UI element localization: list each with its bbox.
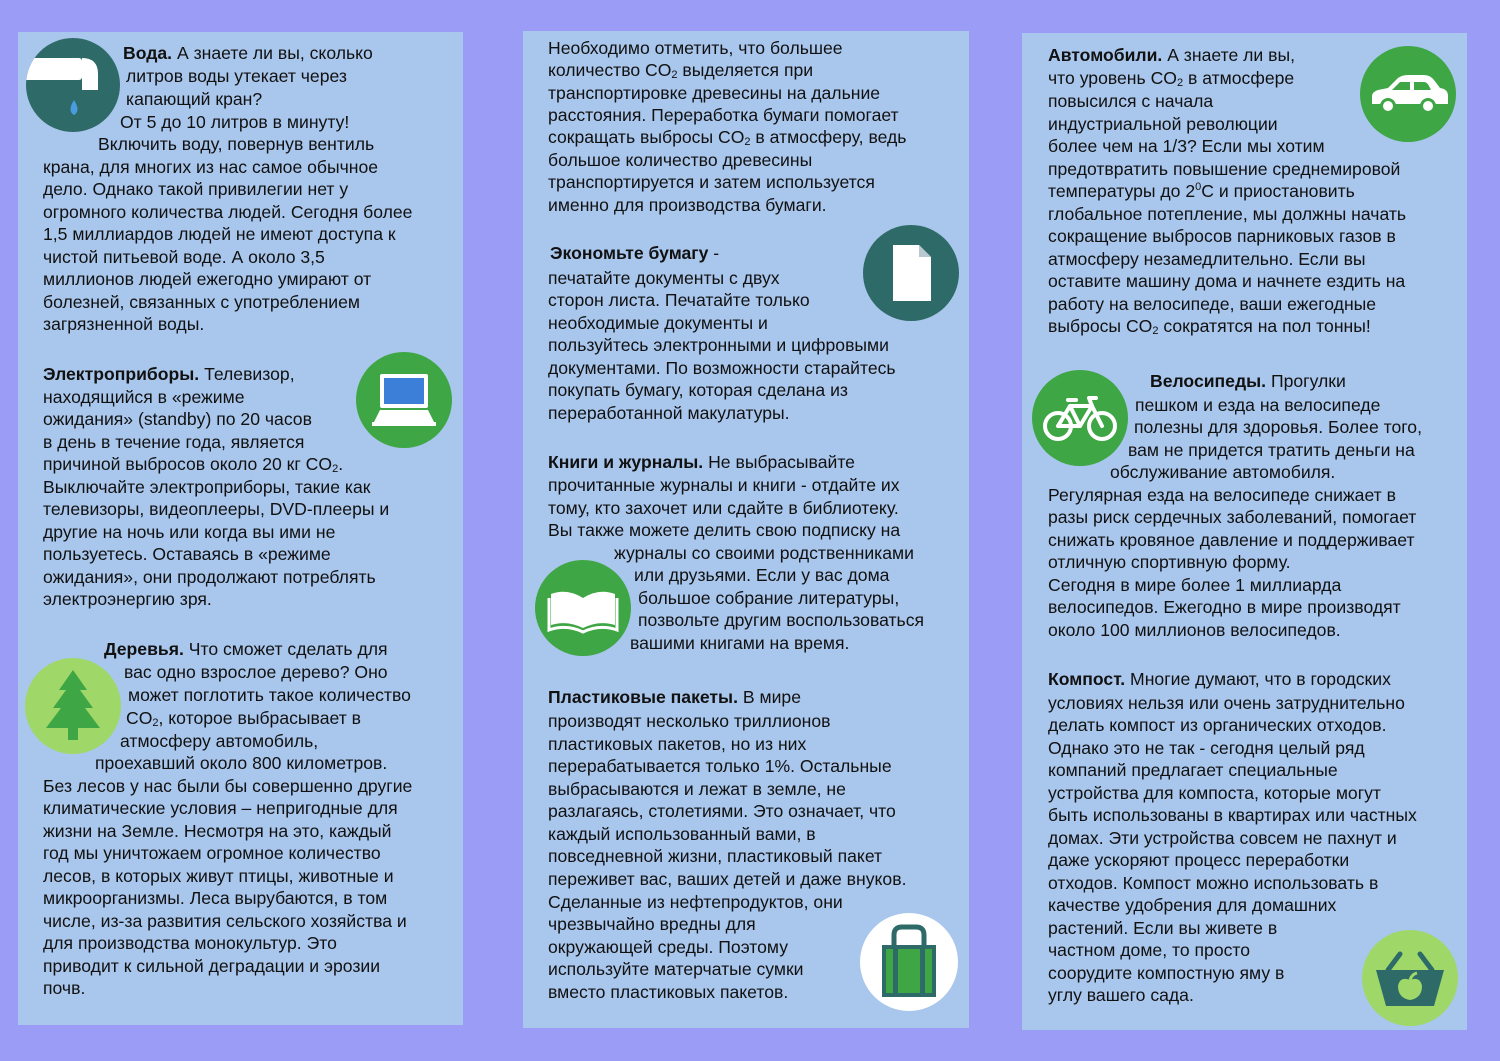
cars-co2-line xyxy=(1048,315,1371,338)
co2-text: выбросы CO xyxy=(1048,316,1153,336)
electronics-line: пользуетесь. Оставаясь в «режиме xyxy=(43,544,331,564)
cars-co2-line xyxy=(1048,67,1294,90)
trees-line: климатические условия – непригодные для xyxy=(43,798,398,818)
compost-title: Компост. xyxy=(1048,669,1126,689)
plastic-line: выбрасываются и лежат в земле, не xyxy=(548,779,846,799)
paper-line: необходимые документы и xyxy=(548,313,768,333)
trees-line: Без лесов у нас были бы совершенно другие xyxy=(43,776,413,796)
plastic-line: вместо пластиковых пакетов. xyxy=(548,982,789,1002)
water-line: литров воды утекает через xyxy=(126,66,347,86)
trees-lead: Что сможет сделать для xyxy=(188,639,388,659)
plastic-title: Пластиковые пакеты. xyxy=(548,687,738,707)
water-line: 1,5 миллиардов людей не имеют доступа к xyxy=(43,224,396,244)
paper-line: пользуйтесь электронными и цифровыми xyxy=(548,335,889,355)
bikes-lead: Прогулки xyxy=(1270,371,1346,391)
cars-line: более чем на 1/3? Если мы хотим xyxy=(1048,136,1325,156)
trees-line: лесов, в которых живут птицы, животные и xyxy=(43,866,394,886)
compost-line: устройства для компоста, которые могут xyxy=(1048,783,1381,803)
paper-title: Экономьте бумагу xyxy=(550,243,709,263)
cars-line: оставите машину дома и начнете ездить на xyxy=(1048,271,1406,291)
electronics-line: телевизоры, видеоплееры, DVD-плееры и xyxy=(43,499,390,519)
basket-icon xyxy=(1362,930,1458,1026)
compost-line: делать компост из органических отходов. xyxy=(1048,715,1387,735)
water-lead: А знаете ли вы, сколько xyxy=(176,43,373,63)
water-line: От 5 до 10 литров в минуту! xyxy=(120,112,350,132)
water-line: крана, для многих из нас самое обычное xyxy=(43,157,379,177)
plastic-line: окружающей среды. Поэтому xyxy=(548,937,789,957)
electronics-title: Электроприборы. xyxy=(43,364,200,384)
plastic-line: производят несколько триллионов xyxy=(548,711,831,731)
plastic-line: разлагаясь, столетиями. Это означает, что xyxy=(548,801,896,821)
bikes-line: снижать кровяное давление и поддерживает xyxy=(1048,530,1415,550)
bicycle-icon xyxy=(1032,370,1128,466)
plastic-lead: В мире xyxy=(742,687,801,707)
intro-line: транспортировке древесины на дальние xyxy=(548,83,881,103)
compost-line: частном доме, то просто xyxy=(1048,940,1251,960)
electronics-line: ожидания» (standby) по 20 часов xyxy=(43,409,312,429)
books-line: вашими книгами на время. xyxy=(630,633,850,653)
intro-line: Необходимо отметить, что большее xyxy=(548,38,843,58)
compost-line: домах. Эти устройства совсем не пахнут и xyxy=(1048,828,1397,848)
electronics-line: другие на ночь или когда вы ими не xyxy=(43,522,336,542)
books-title-line xyxy=(548,451,855,474)
water-title-line xyxy=(123,42,373,65)
cars-line: глобальное потепление, мы должны начать xyxy=(1048,204,1407,224)
electronics-line: ожидания», они продолжают потреблять xyxy=(43,567,376,587)
books-line: тому, кто захочет или сдайте в библиотеку. xyxy=(548,498,899,518)
trees-line: год мы уничтожаем огромное количество xyxy=(43,843,381,863)
compost-line: Однако это не так - сегодня целый ряд xyxy=(1048,738,1365,758)
compost-line: углу вашего сада. xyxy=(1048,985,1194,1005)
intro-line: большое количество древесины xyxy=(548,150,813,170)
compost-line: условиях нельзя или очень затруднительно xyxy=(1048,693,1405,713)
trees-line: числе, из-за развития сельского хозяйства и xyxy=(43,911,407,931)
paper-line: печатайте документы с двух xyxy=(548,268,780,288)
compost-line: качестве удобрения для домашних xyxy=(1048,895,1337,915)
cars-lead: А знаете ли вы, xyxy=(1167,45,1295,65)
co2-text-post: выделяется при xyxy=(677,60,814,80)
co2-text-post: в атмосферу, ведь xyxy=(750,127,907,147)
co2-subscript: 2 xyxy=(744,136,751,148)
water-line: огромного количества людей. Сегодня более xyxy=(43,202,413,222)
water-line: болезней, связанных с употреблением xyxy=(43,292,360,312)
faucet-icon xyxy=(26,38,120,132)
trees-title-line xyxy=(104,638,388,661)
electronics-line: электроэнергию зря. xyxy=(43,589,212,609)
co2-subscript: 2 xyxy=(671,69,678,81)
bikes-line: велосипедов. Ежегодно в мире производят xyxy=(1048,597,1401,617)
plastic-line: каждый использованный вами, в xyxy=(548,824,816,844)
degree-superscript: 0 xyxy=(1195,181,1202,193)
books-line: позвольте другим воспользоваться xyxy=(638,610,925,630)
bikes-line: полезны для здоровья. Более того, xyxy=(1134,417,1422,437)
compost-line: быть использованы в квартирах или частных xyxy=(1048,805,1417,825)
compost-line: компаний предлагает специальные xyxy=(1048,760,1338,780)
trees-line: вас одно взрослое дерево? Оно xyxy=(124,662,388,682)
bikes-line: пешком и езда на велосипеде xyxy=(1135,395,1381,415)
co2-text: причиной выбросов около 20 кг CO xyxy=(43,454,333,474)
co2-text: что уровень CO xyxy=(1048,68,1177,88)
intro-co2-line xyxy=(548,59,813,82)
co2-subscript: 2 xyxy=(1152,325,1159,337)
temp-text-post: С и приостановить xyxy=(1201,181,1355,201)
co2-subscript: 2 xyxy=(332,463,339,475)
water-line: капающий кран? xyxy=(126,89,263,109)
plastic-title-line xyxy=(548,686,801,709)
bikes-line: Сегодня в мире более 1 миллиарда xyxy=(1048,575,1342,595)
trees-line: может поглотить такое количество xyxy=(128,685,411,705)
bikes-line: Регулярная езда на велосипеде снижает в xyxy=(1048,485,1396,505)
plastic-line: Сделанные из нефтепродуктов, они xyxy=(548,892,843,912)
paper-line: документами. По возможности старайтесь xyxy=(548,358,896,378)
trees-co2-line xyxy=(126,707,361,730)
bikes-title-line xyxy=(1150,370,1346,393)
compost-line: соорудите компостную яму в xyxy=(1048,963,1285,983)
books-line: Вы также можете делить свою подписку на xyxy=(548,520,901,540)
bikes-line: обслуживание автомобиля. xyxy=(1110,462,1336,482)
intro-line: именно для производства бумаги. xyxy=(548,195,827,215)
compost-lead: Многие думают, что в городских xyxy=(1130,669,1391,689)
co2-text: CO xyxy=(126,708,153,728)
cars-line: сокращение выбросов парниковых газов в xyxy=(1048,226,1396,246)
cars-title-line xyxy=(1048,44,1295,67)
co2-text-post: сократятся на пол тонны! xyxy=(1158,316,1371,336)
cars-title: Автомобили. xyxy=(1048,45,1163,65)
laptop-icon xyxy=(356,352,452,448)
books-line: журналы со своими родственниками xyxy=(614,543,914,563)
trees-line: приводит к сильной деградации и эрозии xyxy=(43,956,381,976)
water-line: загрязненной воды. xyxy=(43,314,205,334)
car-icon xyxy=(1360,46,1456,142)
plastic-line: переживет вас, ваших детей и даже внуков. xyxy=(548,869,907,889)
co2-subscript: 2 xyxy=(1176,77,1184,89)
plastic-line: используйте матерчатые сумки xyxy=(548,959,804,979)
trees-line: почв. xyxy=(43,978,86,998)
water-line: чистой питьевой воде. А около 3,5 xyxy=(43,247,325,267)
books-lead: Не выбрасывайте xyxy=(708,452,855,472)
intro-line: расстояния. Переработка бумаги помогает xyxy=(548,105,899,125)
intro-line: транспортируется и затем используется xyxy=(548,172,875,192)
tree-icon xyxy=(25,658,121,754)
books-line: прочитанные журналы и книги - отдайте их xyxy=(548,475,900,495)
plastic-line: чрезвычайно вредны для xyxy=(548,914,756,934)
bikes-line: разы риск сердечных заболеваний, помогает xyxy=(1048,507,1417,527)
electronics-line: Выключайте электроприборы, такие как xyxy=(43,477,371,497)
cars-line: индустриальной революции xyxy=(1048,114,1278,134)
bikes-line: около 100 миллионов велосипедов. xyxy=(1048,620,1341,640)
bikes-line: вам не придется тратить деньги на xyxy=(1128,440,1415,460)
electronics-lead: Телевизор, xyxy=(204,364,295,384)
books-line: большое собрание литературы, xyxy=(638,588,900,608)
temp-text: температуры до 2 xyxy=(1048,181,1196,201)
electronics-line: находящийся в «режиме xyxy=(43,387,245,407)
paper-line: сторон листа. Печатайте только xyxy=(548,290,810,310)
water-line: миллионов людей ежегодно умирают от xyxy=(43,269,372,289)
plastic-line: повседневной жизни, пластиковый пакет xyxy=(548,846,883,866)
compost-line: растений. Если вы живете в xyxy=(1048,918,1278,938)
water-line: дело. Однако такой привилегии нет у xyxy=(43,179,349,199)
bikes-title: Велосипеды. xyxy=(1150,371,1267,391)
cars-line: предотвратить повышение среднемировой xyxy=(1048,159,1401,179)
cars-temp-line xyxy=(1048,180,1355,203)
trees-line: жизни на Земле. Несмотря на это, каждый xyxy=(43,821,392,841)
trees-line: атмосферу автомобиль, xyxy=(120,731,319,751)
electronics-line: в день в течение года, является xyxy=(43,432,305,452)
co2-text: количество CO xyxy=(548,60,672,80)
paper-title-line xyxy=(550,242,719,265)
electronics-title-line xyxy=(43,363,295,386)
paper-line: покупать бумагу, которая сделана из xyxy=(548,380,848,400)
trees-title: Деревья. xyxy=(104,639,184,659)
cars-line: работу на велосипеде, ваши ежегодные xyxy=(1048,294,1377,314)
co2-text-post: в атмосфере xyxy=(1183,68,1295,88)
compost-line: даже ускоряют процесс переработки xyxy=(1048,850,1350,870)
paper-line: переработанной макулатуры. xyxy=(548,403,790,423)
document-icon xyxy=(863,225,959,321)
co2-text-post: . xyxy=(338,454,344,474)
paper-lead: - xyxy=(708,243,720,263)
books-line: или друзьями. Если у вас дома xyxy=(634,565,890,585)
cars-line: атмосферу незамедлительно. Если вы xyxy=(1048,249,1366,269)
trees-line: проехавший около 800 километров. xyxy=(95,753,388,773)
trees-line: для производства монокультур. Это xyxy=(43,933,337,953)
intro-co2-line xyxy=(548,126,906,149)
water-line: Включить воду, повернув вентиль xyxy=(98,134,375,154)
water-title: Вода. xyxy=(123,43,173,63)
co2-text-post: , которое выбрасывает в xyxy=(158,708,361,728)
bag-icon xyxy=(860,913,958,1011)
co2-text: сокращать выбросы CO xyxy=(548,127,745,147)
compost-line: отходов. Компост можно использовать в xyxy=(1048,873,1379,893)
trees-line: микроорганизмы. Леса вырубаются, в том xyxy=(43,888,388,908)
co2-subscript: 2 xyxy=(152,717,159,729)
compost-title-line xyxy=(1048,668,1391,691)
book-icon xyxy=(535,560,631,656)
plastic-line: пластиковых пакетов, но из них xyxy=(548,734,807,754)
electronics-co2-line xyxy=(43,453,343,476)
books-title: Книги и журналы. xyxy=(548,452,704,472)
plastic-line: перерабатывается только 1%. Остальные xyxy=(548,756,892,776)
cars-line: повысился с начала xyxy=(1048,91,1214,111)
bikes-line: отличную спортивную форму. xyxy=(1048,552,1291,572)
